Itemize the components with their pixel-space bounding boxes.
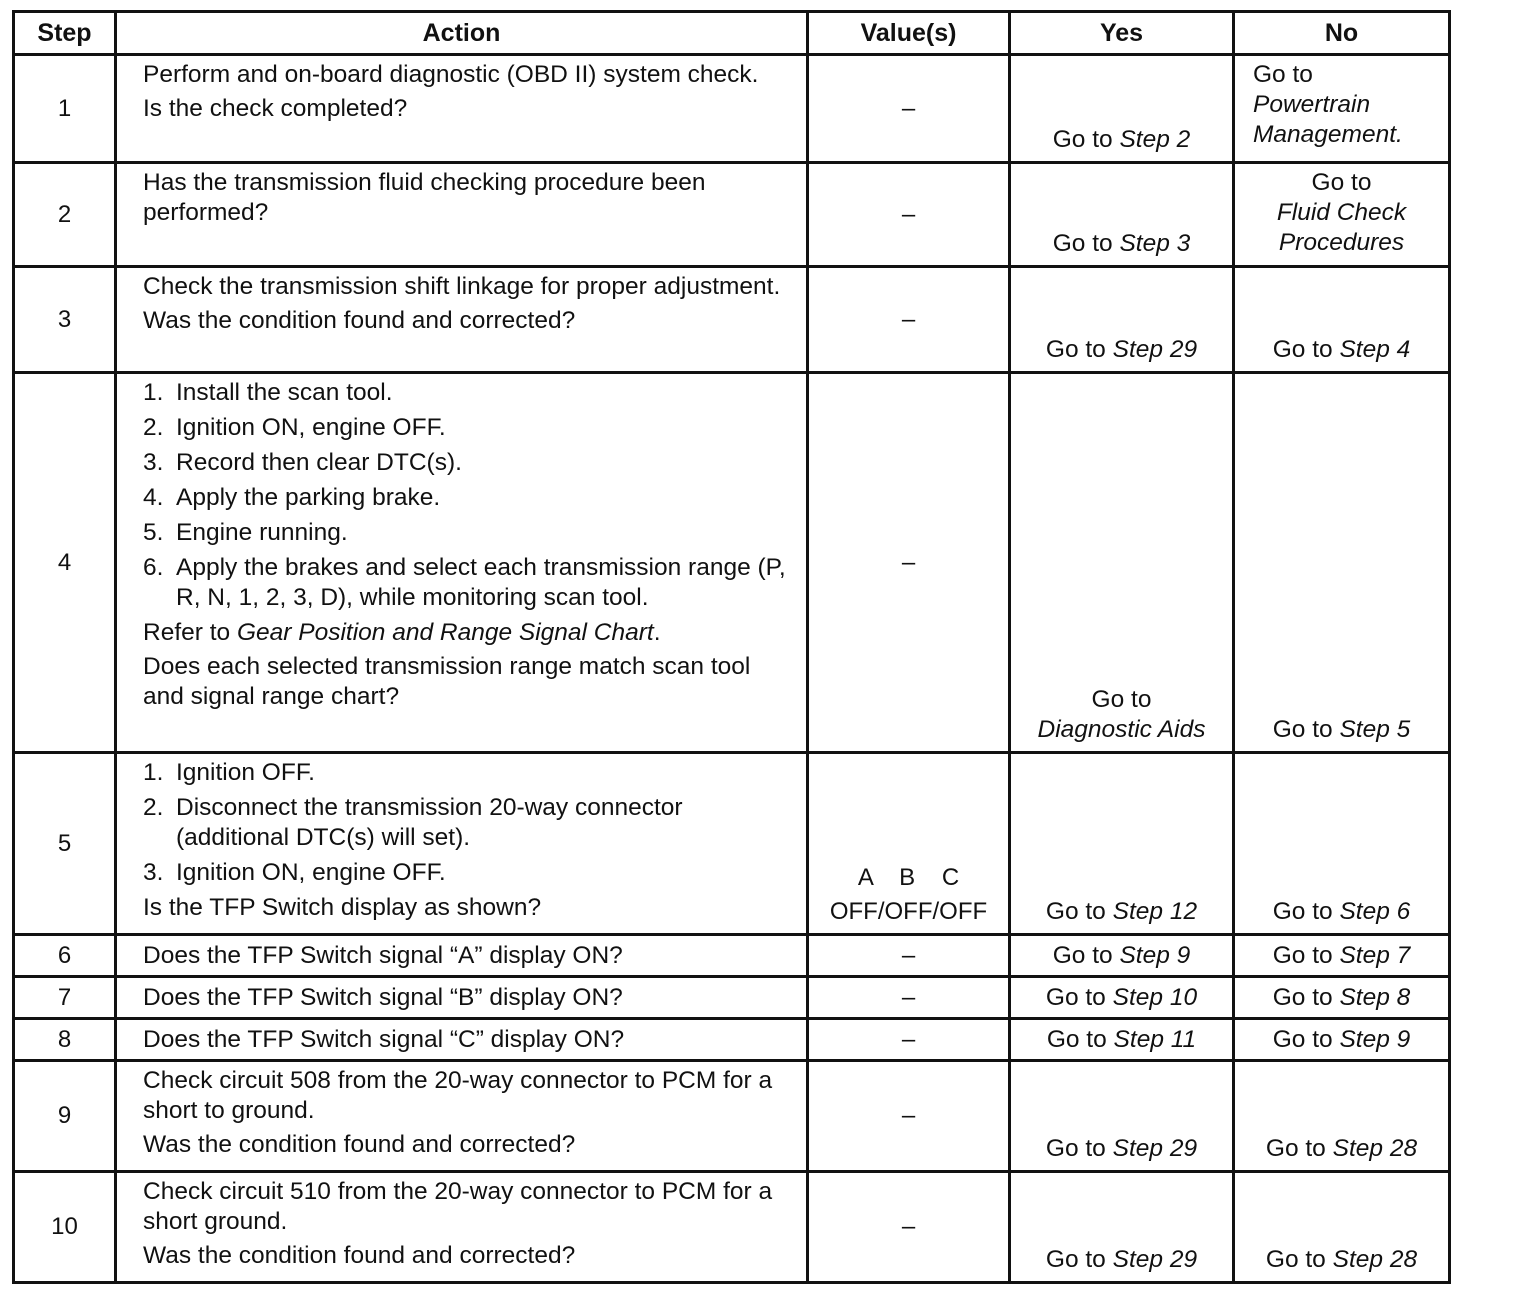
refer-prefix: Refer to [143,619,237,646]
yes-line: Go to [1091,686,1152,713]
list-number: 2. [143,794,164,821]
no-line-ref: Procedures [1278,229,1405,256]
list-item [143,448,796,478]
table-row [14,1172,1450,1283]
no-prefix: Go to [1272,941,1340,969]
action-question: Does each selected transmission range match scan tool and signal range chart? [143,653,751,710]
list-text: Apply the parking brake. [176,484,441,511]
action-question: Is the TFP Switch display as shown? [143,894,542,921]
no-prefix: Go to [1272,336,1340,363]
no-step-ref: Step 9 [1339,1025,1411,1053]
list-item [143,553,796,613]
header-values: Value(s) [808,12,1010,55]
table-row [14,163,1450,267]
list-text: Install the scan tool. [176,379,393,406]
no-step-ref: Step 7 [1339,941,1411,969]
no-cell [1234,935,1450,977]
action-cell [116,977,808,1019]
table-row [14,1019,1450,1061]
table-row [14,1061,1450,1172]
yes-prefix: Go to [1052,941,1120,969]
value-cell: – [808,1172,1010,1283]
no-line: Go to [1311,169,1372,196]
yes-prefix: Go to [1045,983,1113,1011]
yes-cell [1010,163,1234,267]
no-prefix: Go to [1272,898,1340,925]
action-cell [116,163,808,267]
table-row [14,373,1450,753]
list-number: 6. [143,554,164,581]
switch-states: OFF/OFF/OFF [829,898,988,925]
yes-step-ref: Step 29 [1112,336,1198,363]
yes-cell [1010,267,1234,373]
header-no: No [1234,12,1450,55]
no-step-ref: Step 28 [1332,1246,1418,1273]
action-text: Check circuit 508 from the 20-way connector to PCM for a short to ground. [143,1067,773,1124]
value-cell: – [808,977,1010,1019]
diagnostic-table [12,10,1451,1284]
list-item [143,483,796,513]
no-cell [1234,1061,1450,1172]
step-number: 10 [14,1172,116,1283]
no-prefix: Go to [1272,716,1340,743]
action-question: Was the condition found and corrected? [143,1242,576,1269]
yes-step-ref: Step 9 [1119,941,1191,969]
list-item [143,858,796,888]
yes-prefix: Go to [1045,1246,1113,1273]
action-question: Does the TFP Switch signal “A” display ON? [143,941,623,969]
yes-line-ref: Diagnostic Aids [1037,716,1206,743]
no-prefix: Go to [1265,1246,1333,1273]
no-cell [1234,753,1450,935]
refer-note [143,618,796,648]
list-text: Record then clear DTC(s). [176,449,462,476]
no-step-ref: Step 28 [1332,1135,1418,1162]
list-text: Ignition ON, engine OFF. [176,859,446,886]
list-text: Ignition OFF. [176,759,315,786]
no-cell [1234,267,1450,373]
step-number: 5 [14,753,116,935]
value-cell: – [808,1061,1010,1172]
list-text: Ignition ON, engine OFF. [176,414,446,441]
action-cell [116,935,808,977]
no-step-ref: Step 4 [1339,336,1411,363]
step-number: 7 [14,977,116,1019]
header-row [14,12,1450,55]
action-text: Check the transmission shift linkage for proper adjustment. [143,273,781,300]
header-yes: Yes [1010,12,1234,55]
action-cell [116,1061,808,1172]
no-cell [1234,977,1450,1019]
list-item [143,758,796,788]
action-question: Does the TFP Switch signal “B” display ON? [143,983,623,1011]
step-number: 8 [14,1019,116,1061]
no-step-ref: Step 8 [1339,983,1411,1011]
yes-cell [1010,1172,1234,1283]
action-text: Perform and on-board diagnostic (OBD II) system check. [143,61,759,88]
action-cell [116,55,808,163]
action-question: Has the transmission fluid checking procedure been performed? [143,169,706,226]
no-prefix: Go to [1265,1135,1333,1162]
step-number: 3 [14,267,116,373]
list-number: 1. [143,759,164,786]
list-item [143,413,796,443]
value-cell [808,753,1010,935]
list-number: 4. [143,484,164,511]
yes-step-ref: Step 29 [1112,1246,1198,1273]
list-item [143,518,796,548]
yes-prefix: Go to [1052,230,1120,257]
refer-chart-ref: Gear Position and Range Signal Chart [236,619,654,646]
yes-cell [1010,1061,1234,1172]
yes-step-ref: Step 3 [1119,230,1191,257]
list-text: Engine running. [176,519,348,546]
action-question: Does the TFP Switch signal “C” display ON? [143,1025,625,1053]
no-line-ref: Powertrain [1253,91,1371,118]
value-cell: – [808,55,1010,163]
list-text: Disconnect the transmission 20-way connector (additional DTC(s) will set). [176,794,683,851]
no-cell [1234,163,1450,267]
header-step: Step [14,12,116,55]
refer-suffix: . [653,619,661,646]
yes-step-ref: Step 12 [1112,898,1198,925]
action-cell [116,753,808,935]
yes-step-ref: Step 10 [1112,983,1198,1011]
action-cell [116,1172,808,1283]
action-text: Check circuit 510 from the 20-way connector to PCM for a short ground. [143,1178,773,1235]
table-row [14,753,1450,935]
list-number: 3. [143,449,164,476]
list-number: 2. [143,414,164,441]
list-item [143,378,796,408]
table-row [14,977,1450,1019]
action-cell [116,373,808,753]
action-question: Is the check completed? [143,95,408,122]
no-prefix: Go to [1272,983,1340,1011]
yes-cell [1010,935,1234,977]
value-cell: – [808,163,1010,267]
list-item [143,793,796,853]
no-line-ref: Fluid Check [1276,199,1407,226]
value-cell: – [808,935,1010,977]
no-cell [1234,1019,1450,1061]
list-number: 3. [143,859,164,886]
table-row [14,935,1450,977]
no-cell [1234,373,1450,753]
table-row [14,267,1450,373]
action-question: Was the condition found and corrected? [143,307,576,334]
step-number: 1 [14,55,116,163]
no-cell [1234,1172,1450,1283]
yes-prefix: Go to [1045,336,1113,363]
value-cell: – [808,1019,1010,1061]
table-row [14,55,1450,163]
no-step-ref: Step 6 [1339,898,1411,925]
no-line: Go to [1253,61,1313,88]
list-number: 5. [143,519,164,546]
yes-step-ref: Step 2 [1119,126,1191,153]
step-number: 2 [14,163,116,267]
step-number: 6 [14,935,116,977]
yes-cell [1010,55,1234,163]
no-line-ref: Management. [1253,121,1403,148]
no-step-ref: Step 5 [1339,716,1411,743]
yes-prefix: Go to [1045,898,1113,925]
list-text: Apply the brakes and select each transmission range (P, R, N, 1, 2, 3, D), while monitoring scan tool. [176,554,786,611]
yes-step-ref: Step 11 [1113,1025,1197,1053]
value-cell: – [808,267,1010,373]
yes-prefix: Go to [1052,126,1120,153]
no-prefix: Go to [1272,1025,1340,1053]
yes-cell [1010,753,1234,935]
yes-prefix: Go to [1046,1025,1114,1053]
action-cell [116,1019,808,1061]
header-action: Action [116,12,808,55]
action-cell [116,267,808,373]
switch-labels: A B C [857,864,960,891]
step-number: 9 [14,1061,116,1172]
yes-step-ref: Step 29 [1112,1135,1198,1162]
yes-cell [1010,977,1234,1019]
yes-cell [1010,1019,1234,1061]
list-number: 1. [143,379,164,406]
value-cell: – [808,373,1010,753]
yes-cell [1010,373,1234,753]
action-question: Was the condition found and corrected? [143,1131,576,1158]
step-number: 4 [14,373,116,753]
yes-prefix: Go to [1045,1135,1113,1162]
no-cell [1234,55,1450,163]
